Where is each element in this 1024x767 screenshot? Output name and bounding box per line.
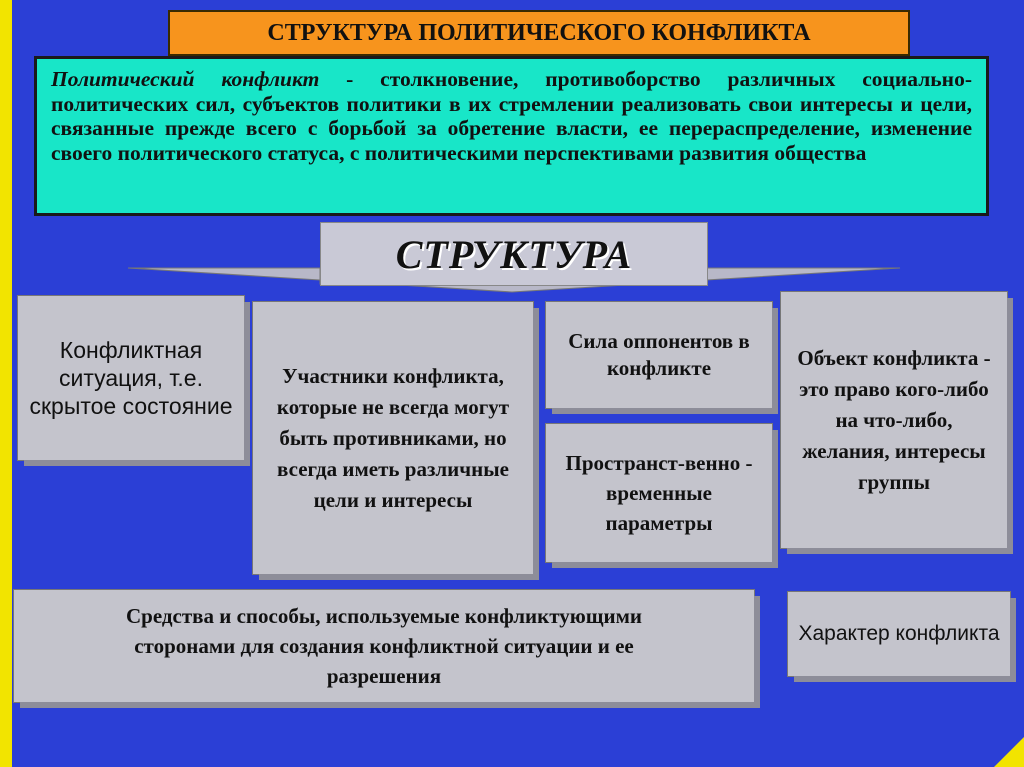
box-space-time-text: Пространст-венно - временные параметры [565,451,753,535]
page-title-text: СТРУКТУРА ПОЛИТИЧЕСКОГО КОНФЛИКТА [267,19,811,46]
box-means [14,590,754,702]
box-object-text: Объект конфликта - это право кого-либо на что-либо, желания, интересы группы [797,345,991,494]
structure-label [320,222,708,286]
definition-term: Политический конфликт [51,67,320,91]
box-character-text: Характер конфликта [798,622,1000,645]
box-participants-text: Участники конфликта, которые не всегда могут быть противниками, но всегда иметь различные цели и интересы [276,363,510,512]
box-participants [253,302,533,574]
box-character [788,592,1010,676]
definition-text: - столкновение, противоборство различных социально-политических сил, субъектов политики в их стремлении реализовать свои интересы и цели, связанные прежде всего с борьбой за обретение власти, ее перераспределение, изменение своего политического статуса, с политическими перспективами развития общества [51,67,972,165]
box-strength-text: Сила оппонентов в конфликте [568,329,750,380]
structure-label-text: СТРУКТУРА [395,231,633,277]
box-space-time [546,424,772,562]
box-conflict-situation [18,296,244,460]
box-conflict-situation-text: Конфликтная ситуация, т.е. скрытое состояние [29,337,233,419]
box-strength [546,302,772,408]
box-object [781,292,1007,548]
box-means-text: Средства и способы, используемые конфликтующими сторонами для создания конфликтной ситуации и ее разрешения [125,604,643,688]
corner-decoration [994,737,1024,767]
